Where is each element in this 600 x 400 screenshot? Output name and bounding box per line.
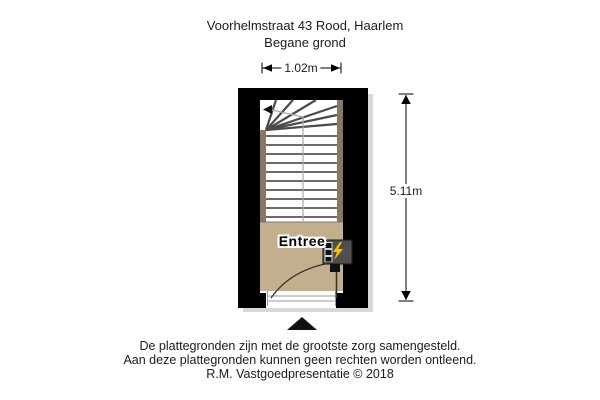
width-dimension-label: 1.02m (281, 61, 320, 75)
door-threshold (266, 291, 336, 308)
page-subtitle: Begane grond (264, 35, 346, 50)
disclaimer-line-2: Aan deze plattegronden kunnen geen rechten worden ontleend. (123, 353, 477, 367)
height-dimension-label: 5.11m (387, 184, 425, 198)
room-label-entree: Entree (278, 233, 326, 249)
disclaimer-line-1: De plattegronden zijn met de grootste zorg samengesteld. (139, 339, 461, 353)
entrance-triangle-icon (287, 317, 317, 330)
copyright-line: R.M. Vastgoedpresentatie © 2018 (206, 367, 394, 381)
page-title: Voorhelmstraat 43 Rood, Haarlem (206, 18, 404, 33)
